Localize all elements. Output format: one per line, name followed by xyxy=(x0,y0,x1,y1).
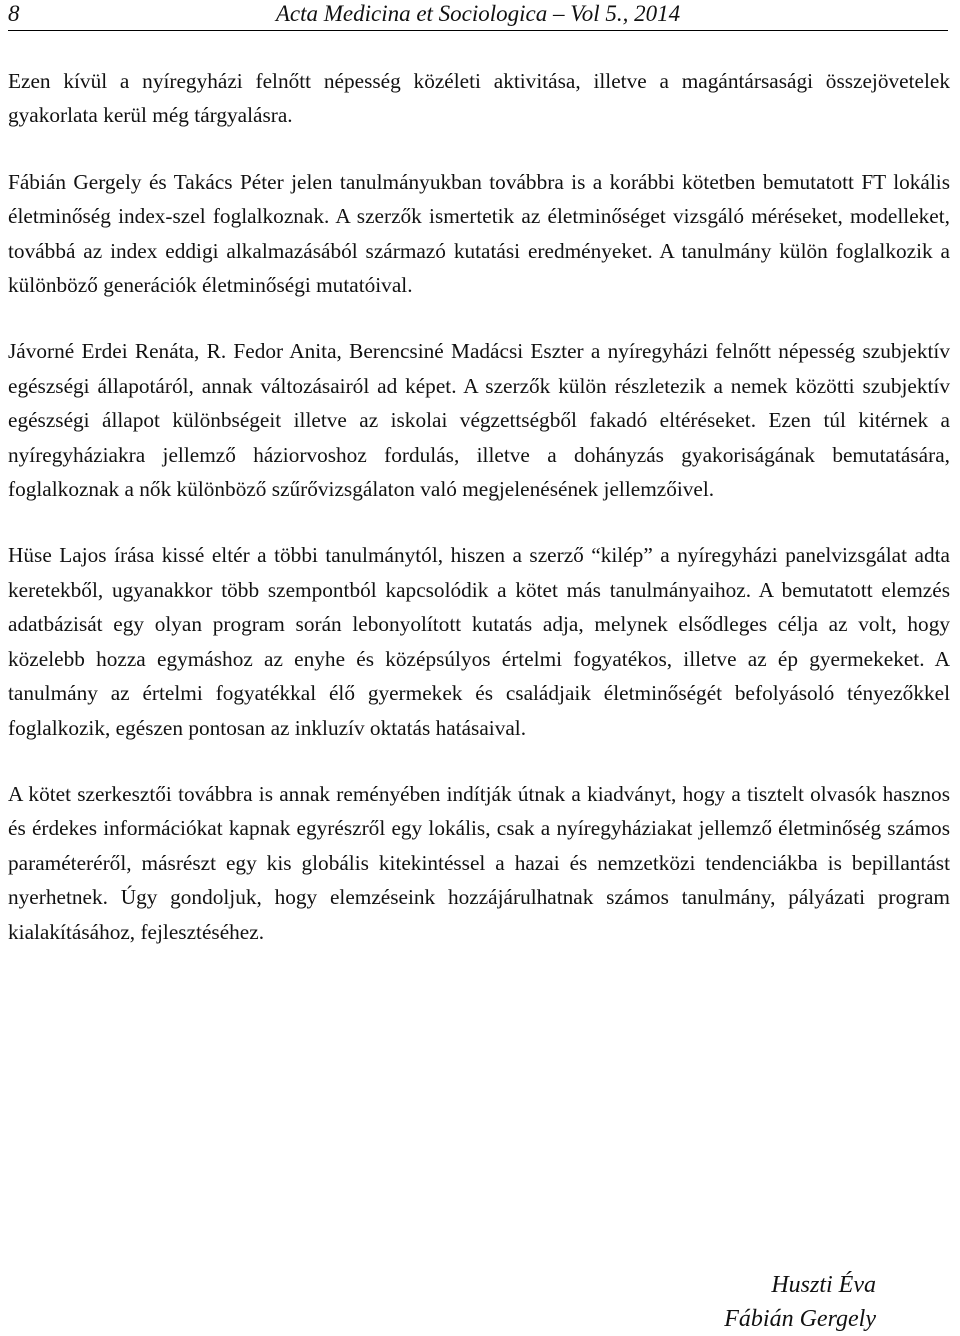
paragraph: Hüse Lajos írása kissé eltér a többi tanulmánytól, hiszen a szerző “kilép” a nyíregyházi panelvizsgálat adta keretekből, ugyanakkor több szempontból kapcsolódik a kötet más tanulmányaihoz. A bemutatott elemzés adatbázisát egy olyan program során lebonyolított kutatás adja, melynek elsődleges célja az volt, hogy közelebb hozza egymáshoz az enyhe és középsúlyos értelmi fogyatékos, illetve az ép gyermekeket. A tanulmány az értelmi fogyatékkal élő gyermekek és családjaik életminőségét befolyásoló tényezőkkel foglalkozik, egészen pontosan az inkluzív oktatás hatásaival. xyxy=(8,543,950,740)
document-body xyxy=(8,64,950,981)
paragraph: Ezen kívül a nyíregyházi felnőtt népesség közéleti aktivitása, illetve a magántársasági összejövetelek gyakorlata kerül még tárgyalásra. xyxy=(8,69,950,128)
running-header xyxy=(8,0,948,31)
paragraph: Fábián Gergely és Takács Péter jelen tanulmányukban továbbra is a korábbi kötetben bemutatott FT lokális életminőség index-szel foglalkoznak. A szerzők ismertetik az életminőséget vizsgáló méréseket, modelleket, továbbá az index eddigi alkalmazásából származó kutatási eredményeket. A tanulmány külön foglalkozik a különböző generációk életminőségi mutatóival. xyxy=(8,169,950,298)
document-page xyxy=(8,0,948,1336)
journal-title: Acta Medicina et Sociologica – Vol 5., 2014 xyxy=(275,1,681,26)
paragraph: A kötet szerkesztői továbbra is annak reményében indítják útnak a kiadványt, hogy a tisztelt olvasók hasznos és érdekes információkat kapnak egyrészről egy lokális, csak a nyíregyháziakat jellemző életminőség számos paraméteréről, másrészt egy kis globális kitekintéssel a hazai és nemzetközi tendenciákba is bepillantást nyerhetnek. Úgy gondoljuk, hogy elemzéseink hozzájárulhatnak számos tanulmány, pályázati program kialakításához, fejlesztéséhez. xyxy=(8,781,950,944)
signature-editor: Huszti Éva xyxy=(771,1272,876,1298)
signature-editor: Fábián Gergely xyxy=(724,1306,876,1332)
page-number: 8 xyxy=(8,1,20,26)
paragraph: Jávorné Erdei Renáta, R. Fedor Anita, Berencsiné Madácsi Eszter a nyíregyházi felnőtt népesség szubjektív egészségi állapotáról, annak változásairól ad képet. A szerzők külön részletezik a nemek közötti szubjektív egészségi állapot különbségeit illetve az iskolai végzettségből fakadó eltéréseket. Ezen túl kitérnek a nyíregyháziakra jellemző háziorvoshoz fordulás, illetve a dohányzás gyakoriságának bemutatására, foglalkoznak a nők különböző szűrővizsgálaton való megjelenésének jellemzőivel. xyxy=(8,339,950,502)
signature-block xyxy=(724,1268,876,1336)
